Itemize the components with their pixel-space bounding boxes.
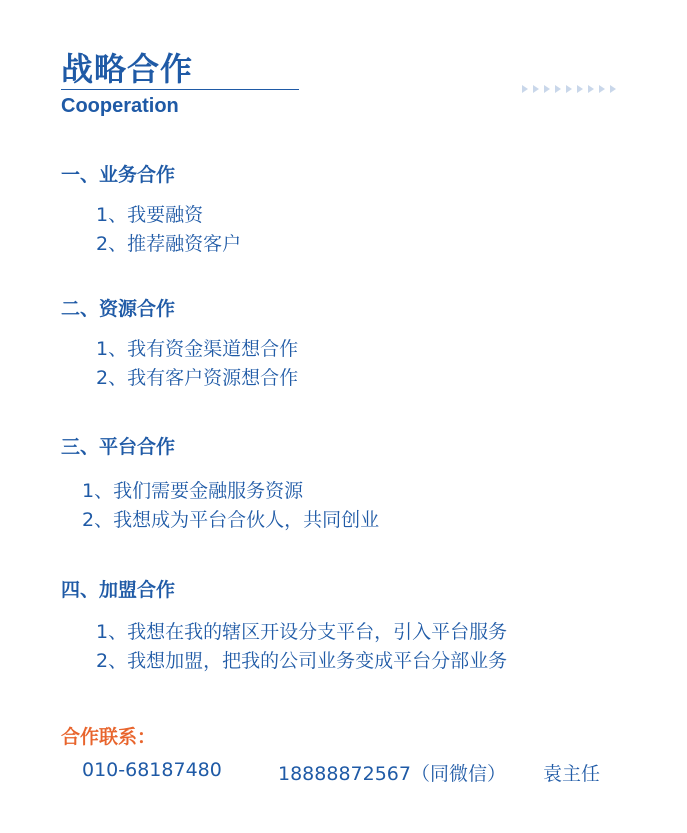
page-subtitle: Cooperation	[61, 95, 179, 117]
section-heading-platform: 三、平台合作	[61, 436, 176, 458]
list-item: 2、推荐融资客户	[96, 233, 242, 255]
list-item: 1、我要融资	[96, 204, 204, 226]
arrow-icon	[566, 85, 572, 93]
arrow-icon	[588, 85, 594, 93]
contact-mobile: 18888872567（同微信）	[278, 763, 506, 785]
section-heading-franchise: 四、加盟合作	[61, 579, 176, 601]
list-item: 1、我想在我的辖区开设分支平台，引入平台服务	[96, 621, 508, 643]
list-item: 2、我有客户资源想合作	[96, 367, 299, 389]
arrow-icon	[610, 85, 616, 93]
list-item: 1、我有资金渠道想合作	[96, 338, 299, 360]
arrow-icon	[533, 85, 539, 93]
list-item: 2、我想加盟，把我的公司业务变成平台分部业务	[96, 650, 508, 672]
contact-phone: 010-68187480	[82, 759, 222, 781]
contact-person: 袁主任	[543, 763, 601, 785]
decorative-arrows	[522, 85, 616, 95]
contact-heading: 合作联系：	[61, 726, 157, 748]
arrow-icon	[577, 85, 583, 93]
section-heading-resource: 二、资源合作	[61, 298, 176, 320]
title-rule	[61, 89, 299, 90]
list-item: 1、我们需要金融服务资源	[82, 480, 304, 502]
section-heading-business: 一、业务合作	[61, 164, 176, 186]
arrow-icon	[522, 85, 528, 93]
arrow-icon	[555, 85, 561, 93]
list-item: 2、我想成为平台合伙人，共同创业	[82, 509, 380, 531]
page-title: 战略合作	[61, 50, 194, 88]
arrow-icon	[599, 85, 605, 93]
arrow-icon	[544, 85, 550, 93]
